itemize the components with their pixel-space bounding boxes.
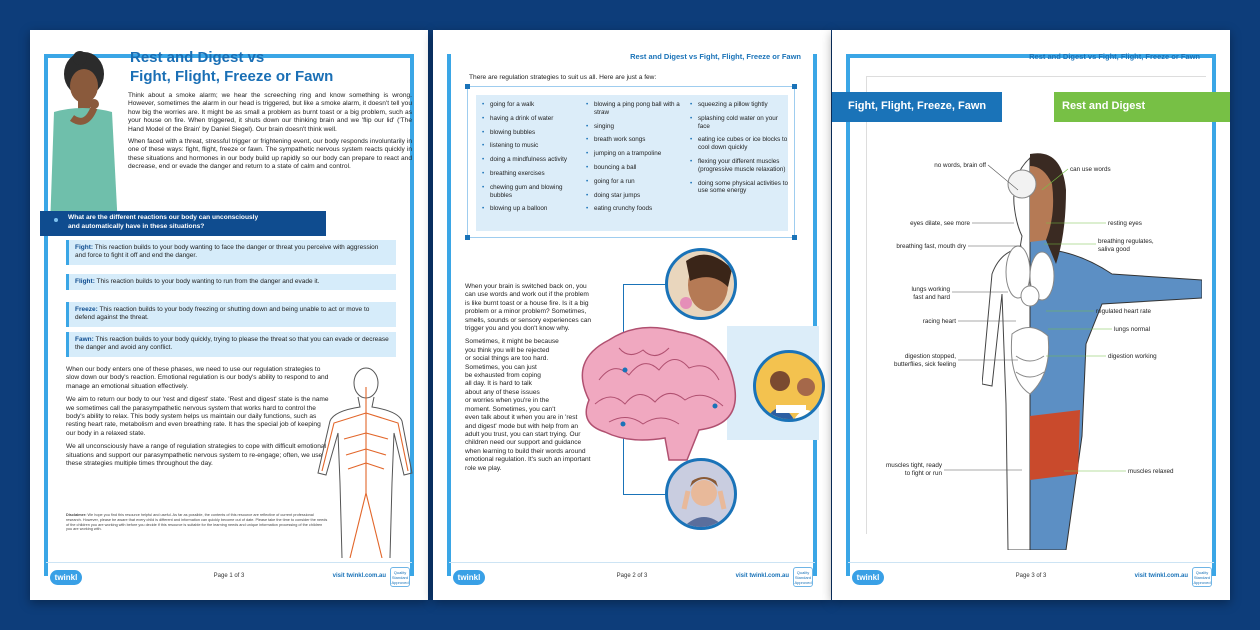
strategy-item: • jumping on a trampoline (586, 150, 686, 158)
page-footer (46, 562, 412, 592)
page-footer (848, 562, 1214, 592)
text-line: Sometimes, it might be because (465, 338, 559, 346)
strategy-item: • eating ice cubes or ice blocks to cool down quickly (690, 136, 790, 152)
page-frame (813, 54, 817, 576)
label-lungs-normal: lungs normal (1114, 326, 1151, 333)
strategy-item: • having a drink of water (482, 115, 582, 123)
strategy-item: • listening to music (482, 142, 582, 150)
page-number: Page 1 of 3 (213, 573, 245, 579)
body-paragraph: We all unconsciously have a range of regulation strategies to cope with difficult emotional situations and support our parasympathetic nervous system to re-engage; often, we use these strategies multiple times throughout the day. (66, 443, 326, 468)
box-corner (465, 84, 470, 89)
strategy-item: • breathing exercises (482, 170, 582, 178)
brain-illustration (569, 320, 739, 465)
intro-text (128, 92, 412, 176)
running-head: Rest and Digest vs Fight, Flight, Freeze or Fawn (630, 52, 801, 61)
label-breathing-fast: breathing fast, mouth dry (896, 243, 966, 250)
disclaimer (66, 513, 328, 532)
body-paragraph: When our body enters one of these phases, we need to use our regulation strategies to slow down our body's reaction. Emotional regulation is our body's ability to respond to and manage an emotional situation effectively. (66, 366, 329, 390)
strategies-column-2 (586, 101, 686, 219)
strategy-item: • flexing your different muscles (progressive muscle relaxation) (690, 158, 790, 174)
box-corner (792, 235, 797, 240)
question-line-1: What are the different reactions our body can unconsciously (68, 214, 259, 221)
text-line: role we play. (465, 464, 502, 472)
label-lungs-fast: lungs working fast and hard (911, 286, 950, 301)
page-title (130, 48, 333, 86)
box-corner (465, 235, 470, 240)
reaction-fight (66, 240, 396, 265)
label-eyes-dilate: eyes dilate, see more (910, 220, 970, 227)
strategy-item: • chewing gum and blowing bubbles (482, 184, 582, 200)
text-line: trigger you and you don't know why. (465, 325, 570, 333)
label-resting-eyes: resting eyes (1108, 220, 1142, 227)
half-body-figure (982, 144, 1202, 550)
text-line: smells, sounds or sensory experiences can (465, 316, 592, 324)
text-line: problem or a minor problem? Sometimes, (465, 308, 587, 316)
twinkl-logo[interactable]: twinkl (852, 570, 884, 585)
text-line: all day. It is hard to talk (465, 380, 532, 388)
connector-line (623, 284, 667, 285)
reaction-fawn (66, 332, 396, 357)
quality-badge: Quality Standard Approved (793, 567, 813, 587)
title-line-2: Fight, Flight, Freeze or Fawn (130, 68, 334, 85)
quality-badge: Quality Standard Approved (390, 567, 410, 587)
question-banner (40, 211, 326, 236)
strategy-item: • singing (586, 123, 686, 131)
visit-link[interactable]: visit twinkl.com.au (332, 573, 386, 579)
strategy-item: • blowing bubbles (482, 129, 582, 137)
strategies-intro: There are regulation strategies to suit us all. Here are just a few: (469, 74, 657, 81)
reaction-text: This reaction builds to your body wanting to face the danger or threat you perceive with aggression and force to fight it off and end the danger. (75, 244, 379, 260)
page-3 (832, 30, 1230, 600)
visit-link[interactable]: visit twinkl.com.au (1134, 573, 1188, 579)
banner-rest-digest: Rest and Digest (1054, 92, 1230, 122)
thinking-girl-illustration (42, 48, 122, 228)
label-digestion-working: digestion working (1108, 353, 1157, 360)
strategies-column-3 (690, 101, 790, 201)
twinkl-logo[interactable]: twinkl (50, 570, 82, 585)
strategy-item: • doing star jumps (586, 192, 686, 200)
title-line-1: Rest and Digest vs (130, 49, 265, 66)
strategy-item: • splashing cold water on your face (690, 115, 790, 131)
strategies-box (467, 86, 795, 238)
text-line: be exhausted from coping (465, 372, 541, 380)
strategy-item: • bouncing a ball (586, 164, 686, 172)
text-line: you think you will be rejected (465, 346, 550, 354)
label-can-use-words: can use words (1070, 166, 1111, 173)
text-line: or social things are too hard. (465, 355, 549, 363)
label-breathing-regulates: breathing regulates, saliva good (1098, 238, 1154, 253)
text-line: can use words and work out if the problem (465, 291, 589, 299)
body-paragraph: We aim to return our body to our 'rest and digest' state. 'Rest and digest' state is the name we sometimes call the parasympathetic nervous system that works hard to control the body's ability to relax. This body system helps us maintain our daily functions, such as resting heart rate, metabolism and even breathing rate. It has the special job of keeping our body in a relaxed state. (66, 396, 329, 437)
strategies-column-1 (482, 101, 582, 219)
children-reading-photo (753, 350, 825, 422)
intro-paragraph: When faced with a threat, stressful trigger or frightening event, our body responds involuntarily in one of these ways: fight, flight, freeze or fawn. The sympathetic nervous system reacts quickly in these situations and hormones in our body build up rapidly so our body can prepare to react and decrease, end or evade the danger and return to a state of calm and control. (128, 138, 412, 171)
label-digestion-stopped: digestion stopped, butterflies, sick feeling (894, 353, 956, 368)
reaction-term: Fawn: (75, 336, 94, 343)
text-line: emotional regulation. It's such an important (465, 456, 591, 464)
reaction-term: Freeze: (75, 306, 98, 313)
strategy-item: • doing a mindfulness activity (482, 156, 582, 164)
reaction-term: Fight: (75, 244, 94, 251)
reaction-text: This reaction builds to your body freezing or shutting down and being unable to act or move to defend against the threat. (75, 306, 370, 322)
text-line: Sometimes, you can just (465, 363, 537, 371)
strategy-item: • blowing up a balloon (482, 205, 582, 213)
label-no-words: no words, brain off (934, 162, 986, 169)
text-line: and digest' mode but with help from an (465, 422, 579, 430)
label-racing-heart: racing heart (922, 318, 956, 325)
reaction-flight (66, 274, 396, 290)
text-line: is like burnt toast or a house fire. Is it a big (465, 299, 589, 307)
smelling-flower-photo (665, 248, 737, 320)
visit-link[interactable]: visit twinkl.com.au (735, 573, 789, 579)
page-footer (449, 562, 815, 592)
strategy-item: • going for a walk (482, 101, 582, 109)
strategies-panel (476, 95, 788, 231)
text-line: or worries when you're in the (465, 397, 550, 405)
reaction-freeze (66, 302, 396, 327)
nervous-system-illustration (304, 363, 414, 558)
strategy-item: • blowing a ping pong ball with a straw (586, 101, 686, 117)
page-1 (30, 30, 428, 600)
page-2 (433, 30, 831, 600)
text-line: moment. Sometimes, you can't (465, 405, 556, 413)
question-line-2: and automatically have in these situations? (68, 222, 205, 230)
page-frame (447, 54, 451, 576)
body-text (66, 366, 331, 473)
intro-paragraph: Think about a smoke alarm; we hear the screeching ring and know something is wrong. However, sometimes the alarm in our head is triggered, but like a smoke alarm, it doesn't tell you how big the worries are. It might be as small a problem as burnt toast or a big problem, such as your house on fire. When triggered, it shuts down our thinking brain and we 'flip our lid' ('The Hand Model of the Brain' by Daniel Siegel). Our brain doesn't think well. (128, 92, 412, 133)
disclaimer-text: We hope you find this resource helpful and useful. As far as possible, the contents of this resource are reflective of current professional research. However, please be aware that every child is different and information can quickly become out of date. Please take the time to consider the needs of the children you are working with before you decide if this resource is suitable for the learning needs and unique information processing of the children you are working with. (66, 513, 328, 532)
strategy-item: • doing some physical activities to use some energy (690, 180, 790, 196)
text-line: When your brain is switched back on, you (465, 283, 587, 290)
label-muscles-relaxed: muscles relaxed (1128, 468, 1174, 475)
reaction-term: Flight: (75, 278, 95, 285)
text-line: children need our support and guidance (465, 439, 582, 447)
strategy-item: • squeezing a pillow tightly (690, 101, 790, 109)
running-head: Rest and Digest vs Fight, Flight, Freeze or Fawn (1029, 52, 1200, 61)
label-regulated-heart: regulated heart rate (1096, 308, 1151, 315)
quality-badge: Quality Standard Approved (1192, 567, 1212, 587)
strategy-item: • breath work songs (586, 136, 686, 144)
disclaimer-label: Disclaimer: (66, 513, 87, 517)
stressed-boy-photo (665, 458, 737, 530)
strategy-item: • eating crunchy foods (586, 205, 686, 213)
text-line: adult you trust, you can start trying. Our (465, 430, 581, 438)
text-line: about any of these issues (465, 388, 540, 396)
page-frame (1212, 54, 1216, 576)
page-frame (846, 54, 850, 576)
page-number: Page 2 of 3 (616, 573, 648, 579)
box-corner (792, 84, 797, 89)
connector-line (623, 494, 667, 495)
reaction-text: This reaction builds to your body quickly, trying to please the threat so that you can evade or decrease the danger and avoid any conflict. (75, 336, 389, 352)
label-muscles-tight: muscles tight, ready to fight or run (886, 462, 942, 477)
banner-fight-flight: Fight, Flight, Freeze, Fawn (832, 92, 1002, 122)
page-number: Page 3 of 3 (1015, 573, 1047, 579)
strategy-item: • going for a run (586, 178, 686, 186)
twinkl-logo[interactable]: twinkl (453, 570, 485, 585)
text-line: even talk about it when you are in 'rest (465, 414, 578, 422)
reaction-text: This reaction builds to your body wanting to run from the danger and evade it. (94, 278, 320, 285)
text-line: when learning to build their words around (465, 447, 586, 455)
